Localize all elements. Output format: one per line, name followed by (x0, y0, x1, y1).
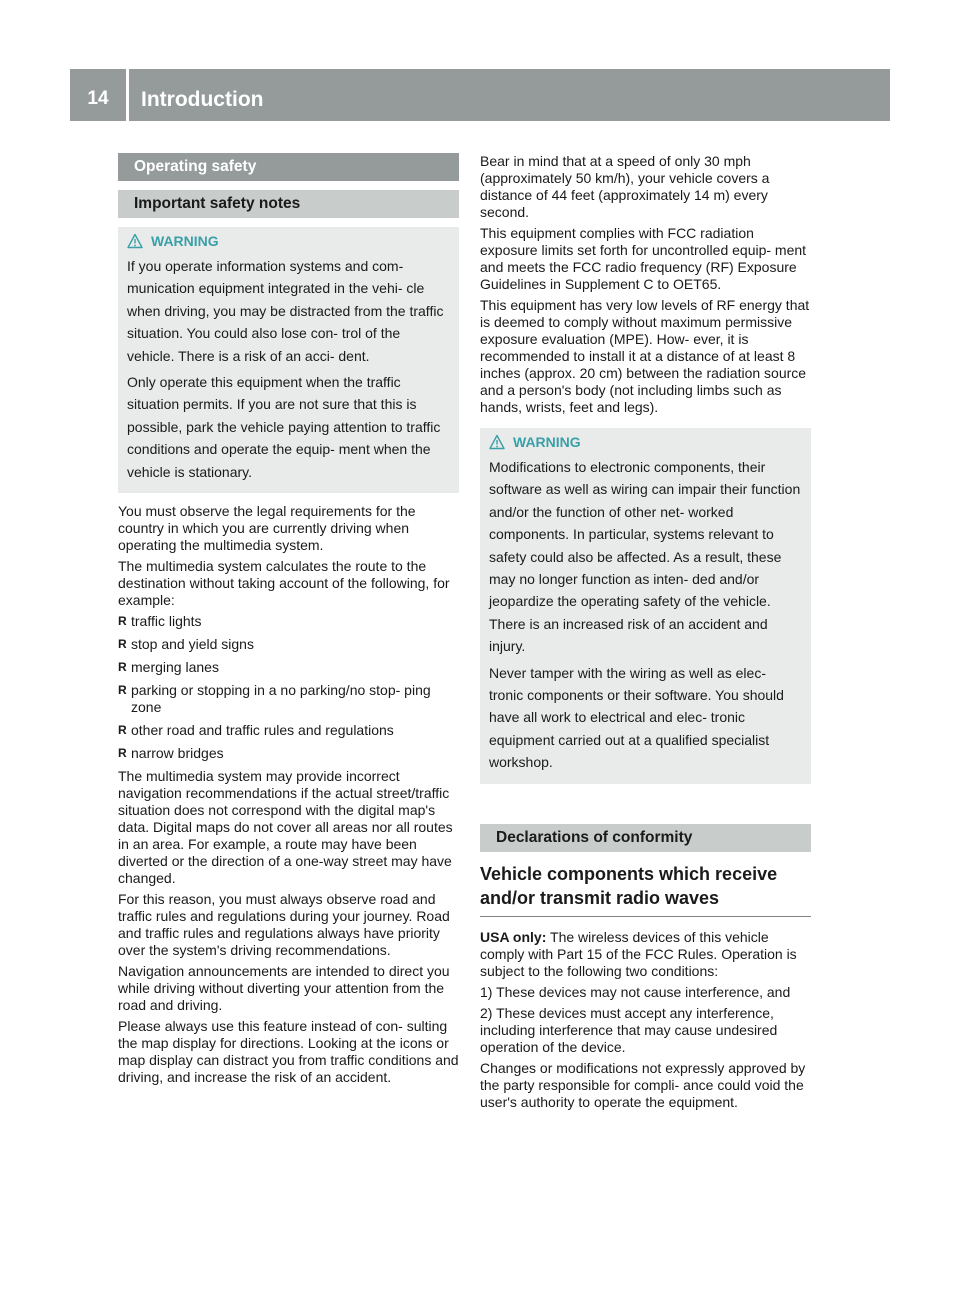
warning-box-operating (118, 227, 459, 493)
bullet-marker: R (118, 660, 127, 675)
header-divider (126, 69, 129, 121)
warning-title: WARNING (127, 231, 450, 251)
list-item: R parking or stopping in a no parking/no stop- ping zone (118, 682, 431, 716)
bullet-marker: R (118, 683, 127, 698)
list-item: R stop and yield signs (118, 636, 254, 653)
right-column (480, 153, 811, 1115)
paragraph-condition-2: 2) These devices must accept any interference, including interference that may cause undesired operation of the device. (480, 1004, 778, 1055)
bullet-marker: R (118, 614, 127, 629)
paragraph-route: The multimedia system calculates the route to the destination without taking account of the following, for example: (118, 558, 450, 609)
paragraph-usa: USA only: The wireless devices of this vehicle comply with Part 15 of the FCC Rules. Operation is subject to the following two conditions: (480, 928, 797, 979)
paragraph-announcements: Navigation announcements are intended to direct you while driving without diverting your attention from the road and driving. (118, 963, 450, 1014)
page-header (70, 69, 890, 121)
warning-title: WARNING (489, 432, 802, 452)
warning-box-modifications (480, 428, 811, 784)
chapter-title: Introduction (141, 88, 264, 111)
usa-label: USA only: (480, 928, 547, 945)
section-heading-operating-safety: Operating safety (118, 153, 459, 181)
bullet-marker: R (118, 746, 127, 761)
warning-text: Modifications to electronic components, their software as well as wiring can impair their function and/or the function of other net- worked components. In particular, systems relevant to safety could also be affected. As a result, these may no longer function as inten- ded and/or jeopardize the operating safety of the vehicle. There is an increased risk of an accident and injury. (489, 459, 801, 655)
page-number: 14 (87, 88, 109, 109)
list-item: R narrow bridges (118, 745, 224, 762)
left-column (118, 153, 459, 1090)
warning-text: Never tamper with the wiring as well as elec- tronic components or their software. You should have all work to electrical and elec- tronic equipment carried out at a qualified specialist workshop. (489, 664, 784, 771)
paragraph-please: Please always use this feature instead of con- sulting the map display for directions. Looking at the icons or map display can distract you from traffic conditions and driving, and increase the risk of an accident. (118, 1018, 459, 1086)
list-item: R merging lanes (118, 659, 219, 676)
bullet-marker: R (118, 723, 127, 738)
paragraph-fcc: This equipment complies with FCC radiation exposure limits set forth for uncontrolled equip- ment and meets the FCC radio frequency (RF) Exposure Guidelines in Supplement C to OET65. (480, 225, 807, 292)
warning-text: Only operate this equipment when the traffic situation permits. If you are not sure that this is possible, park the vehicle paying attention to traffic conditions and operate the equip- ment when the vehicle is stationary. (127, 374, 441, 480)
sub-heading-safety-notes: Important safety notes (118, 190, 459, 218)
paragraph-incorrect: The multimedia system may provide incorrect navigation recommendations if the actual street/traffic situation does not correspond with the digital map's data. Digital maps do not cover all areas nor all routes in an area. For example, a route may have been diverted or the direction of a one-way street may have changed. (118, 768, 453, 887)
paragraph-bear: Bear in mind that at a speed of only 30 mph (approximately 50 km/h), your vehicle covers a distance of 44 feet (approximately 14 m) every second. (480, 153, 770, 220)
sub-heading-declarations: Declarations of conformity (480, 824, 811, 852)
list-item: R other road and traffic rules and regulations (118, 722, 394, 739)
heading-radio-components: Vehicle components which receive and/or transmit radio waves (480, 862, 811, 917)
bullet-marker: R (118, 637, 127, 652)
warning-text: If you operate information systems and com- munication equipment integrated in the vehi- cle when driving, you may be distracted from the traffic situation. You could also lose con- trol of the vehicle. There is a risk of an acci- dent. (127, 258, 444, 364)
paragraph-legal: You must observe the legal requirements for the country in which you are currently driving when operating the multimedia system. (118, 503, 416, 554)
list-item: R traffic lights (118, 613, 202, 630)
warning-triangle-icon (489, 434, 505, 450)
paragraph-changes: Changes or modifications not expressly approved by the party responsible for compli- ance could void the user's authority to operate the equipment. (480, 1059, 806, 1110)
paragraph-observe: For this reason, you must always observe road and traffic rules and regulations during your journey. Road and traffic rules and regulations always have priority over the system's driving recommendations. (118, 891, 450, 959)
paragraph-condition-1: 1) These devices may not cause interference, and (480, 983, 791, 1000)
bullet-list (118, 613, 459, 762)
paragraph-rf: This equipment has very low levels of RF energy that is deemed to comply without maximum permissive exposure evaluation (MPE). How- ever, it is recommended to install it at a distance of at least 8 inches (approx. 20 cm) between the radiation source and a person's body (not including limbs such as hands, wrists, feet and legs). (480, 297, 810, 415)
warning-triangle-icon (127, 233, 143, 249)
